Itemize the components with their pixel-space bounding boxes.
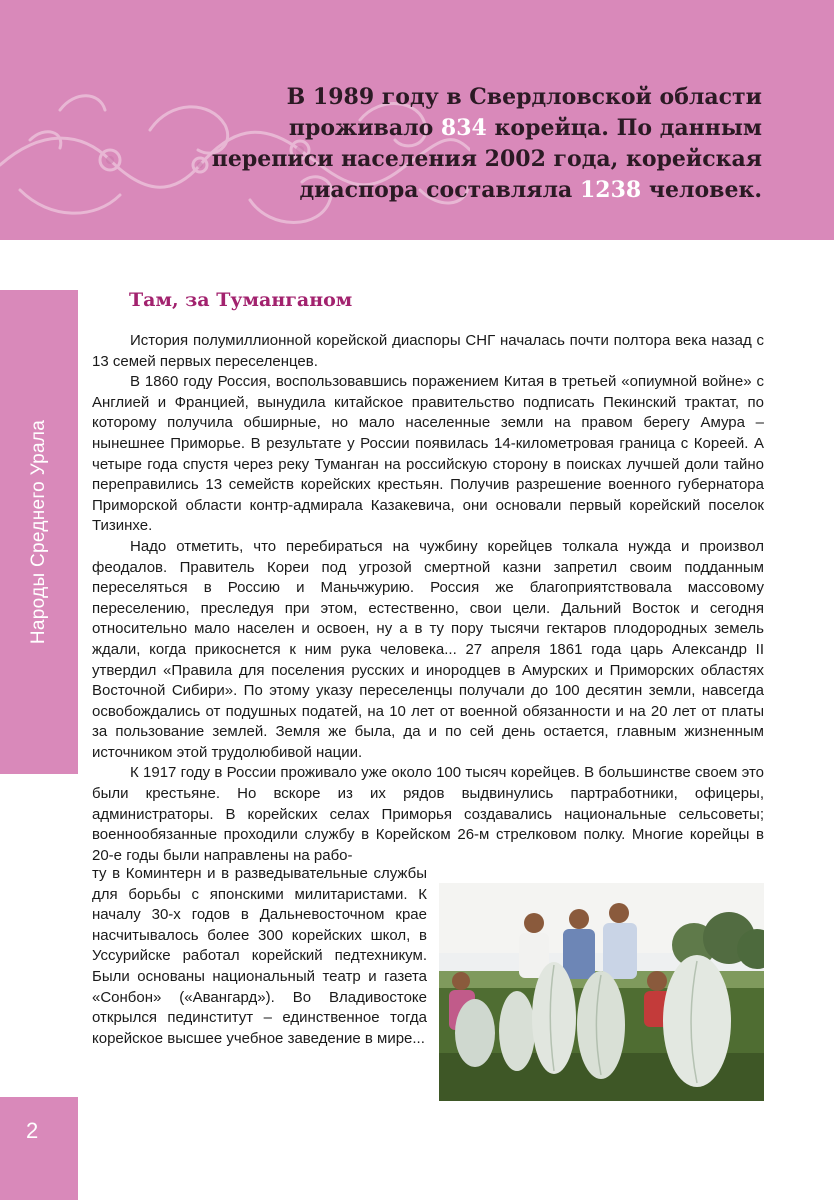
paragraph: Надо отметить, что перебираться на чужбину корейцев толкала нужда и произвол феодалов. Правитель Кореи под угрозой смертной казни запретил своим подданным переселяться в Россию и Маньчжурию. Россия же благоприятствовала массовому переселению, преследуя при этом, естественно, свои цели. Дальний Восток и сегодня относительно мало населен и освоен, ну а в ту пору тысячи гектаров плодородных земель ждали, когда прикоснется к ним рука человека... 27 апреля 1861 года царь Александр II утвердил «Правила для поселения русских и инородцев в Амурских и Приморских областях Восточной Сибири». По этому указу переселенцы получали до 100 десятин земли, навсегда освобождались от подушных податей, на 10 лет от военной обязанности и на 20 лет от платы за пользование землей. Земля же была, да и по сей день остается, главным жизненным источником этой трудолюбивой нации. <box>92 537 764 761</box>
header-banner <box>0 0 834 240</box>
paragraph: В 1860 году Россия, воспользовавшись поражением Китая в третьей «опиумной войне» с Англией и Францией, вынудила китайское правительство подписать Пекинский трактат, по которому получила обширные, но мало населенные земли на правом берегу Амура – нынешнее Приморье. В результате у России появилась 14-километровая граница с Кореей. А четыре года спустя через реку Туманган на российскую сторону в поисках лучшей доли тайно переправились 13 семейств корейских крестьян. Получив разрешение военного губернатора Приморской области контр-адмирала Казакевича, они основали первый корейский поселок Тизинхе. <box>92 373 764 535</box>
banner-line <box>202 175 762 206</box>
article-body <box>92 331 764 866</box>
page-number: 2 <box>26 1118 39 1143</box>
banner-line: В 1989 году в Свердловской области <box>286 84 762 110</box>
highlight-number: 834 <box>440 115 487 141</box>
paragraph-continuation: ту в Коминтерн и в разведывательные службы для борьбы с японскими милитаристами. К началу 30-х годов в Дальневосточном крае насчитывалось более 300 корейских школ, в Уссурийске работал корейский педтехникум. Были основаны национальный театр и газета «Сонбон» («Авангард»). Во Владивостоке открылся пединститут – единственное тогда корейское высшее учебное заведение в мире... <box>92 865 427 1047</box>
photo-farmers-with-melons <box>439 883 764 1101</box>
banner-text-fragment: проживало <box>288 115 441 141</box>
paragraph: К 1917 году в России проживало уже около 100 тысяч корейцев. В большинстве своем это были крестьяне. Но вскоре из их рядов выдвинулись партработники, офицеры, администраторы. В корейских селах Приморья создавались национальные сельсоветы; военнообязанные проходили службу в Корейском 26-м стрелковом полку. Многие корейцы в 20-е годы были направлены на рабо- <box>92 764 764 864</box>
highlight-number: 1238 <box>579 177 642 203</box>
banner-text-fragment: корейца. По данным <box>486 115 762 141</box>
banner-text-fragment: человек. <box>641 177 762 203</box>
paragraph: История полумиллионной корейской диаспоры СНГ началась почти полтора века назад с 13 семей первых переселенцев. <box>92 332 764 370</box>
photo-illustration <box>439 883 764 1101</box>
side-label: Народы Среднего Урала <box>28 419 49 645</box>
banner-text-fragment: диаспора составляла <box>299 177 580 203</box>
banner-statement <box>202 82 762 206</box>
page-number-band <box>0 1097 78 1200</box>
banner-line: переписи населения 2002 года, корейская <box>211 146 762 172</box>
banner-line <box>202 113 762 144</box>
continuation-column <box>92 864 427 1049</box>
section-title: Там, за Туманганом <box>129 289 353 311</box>
